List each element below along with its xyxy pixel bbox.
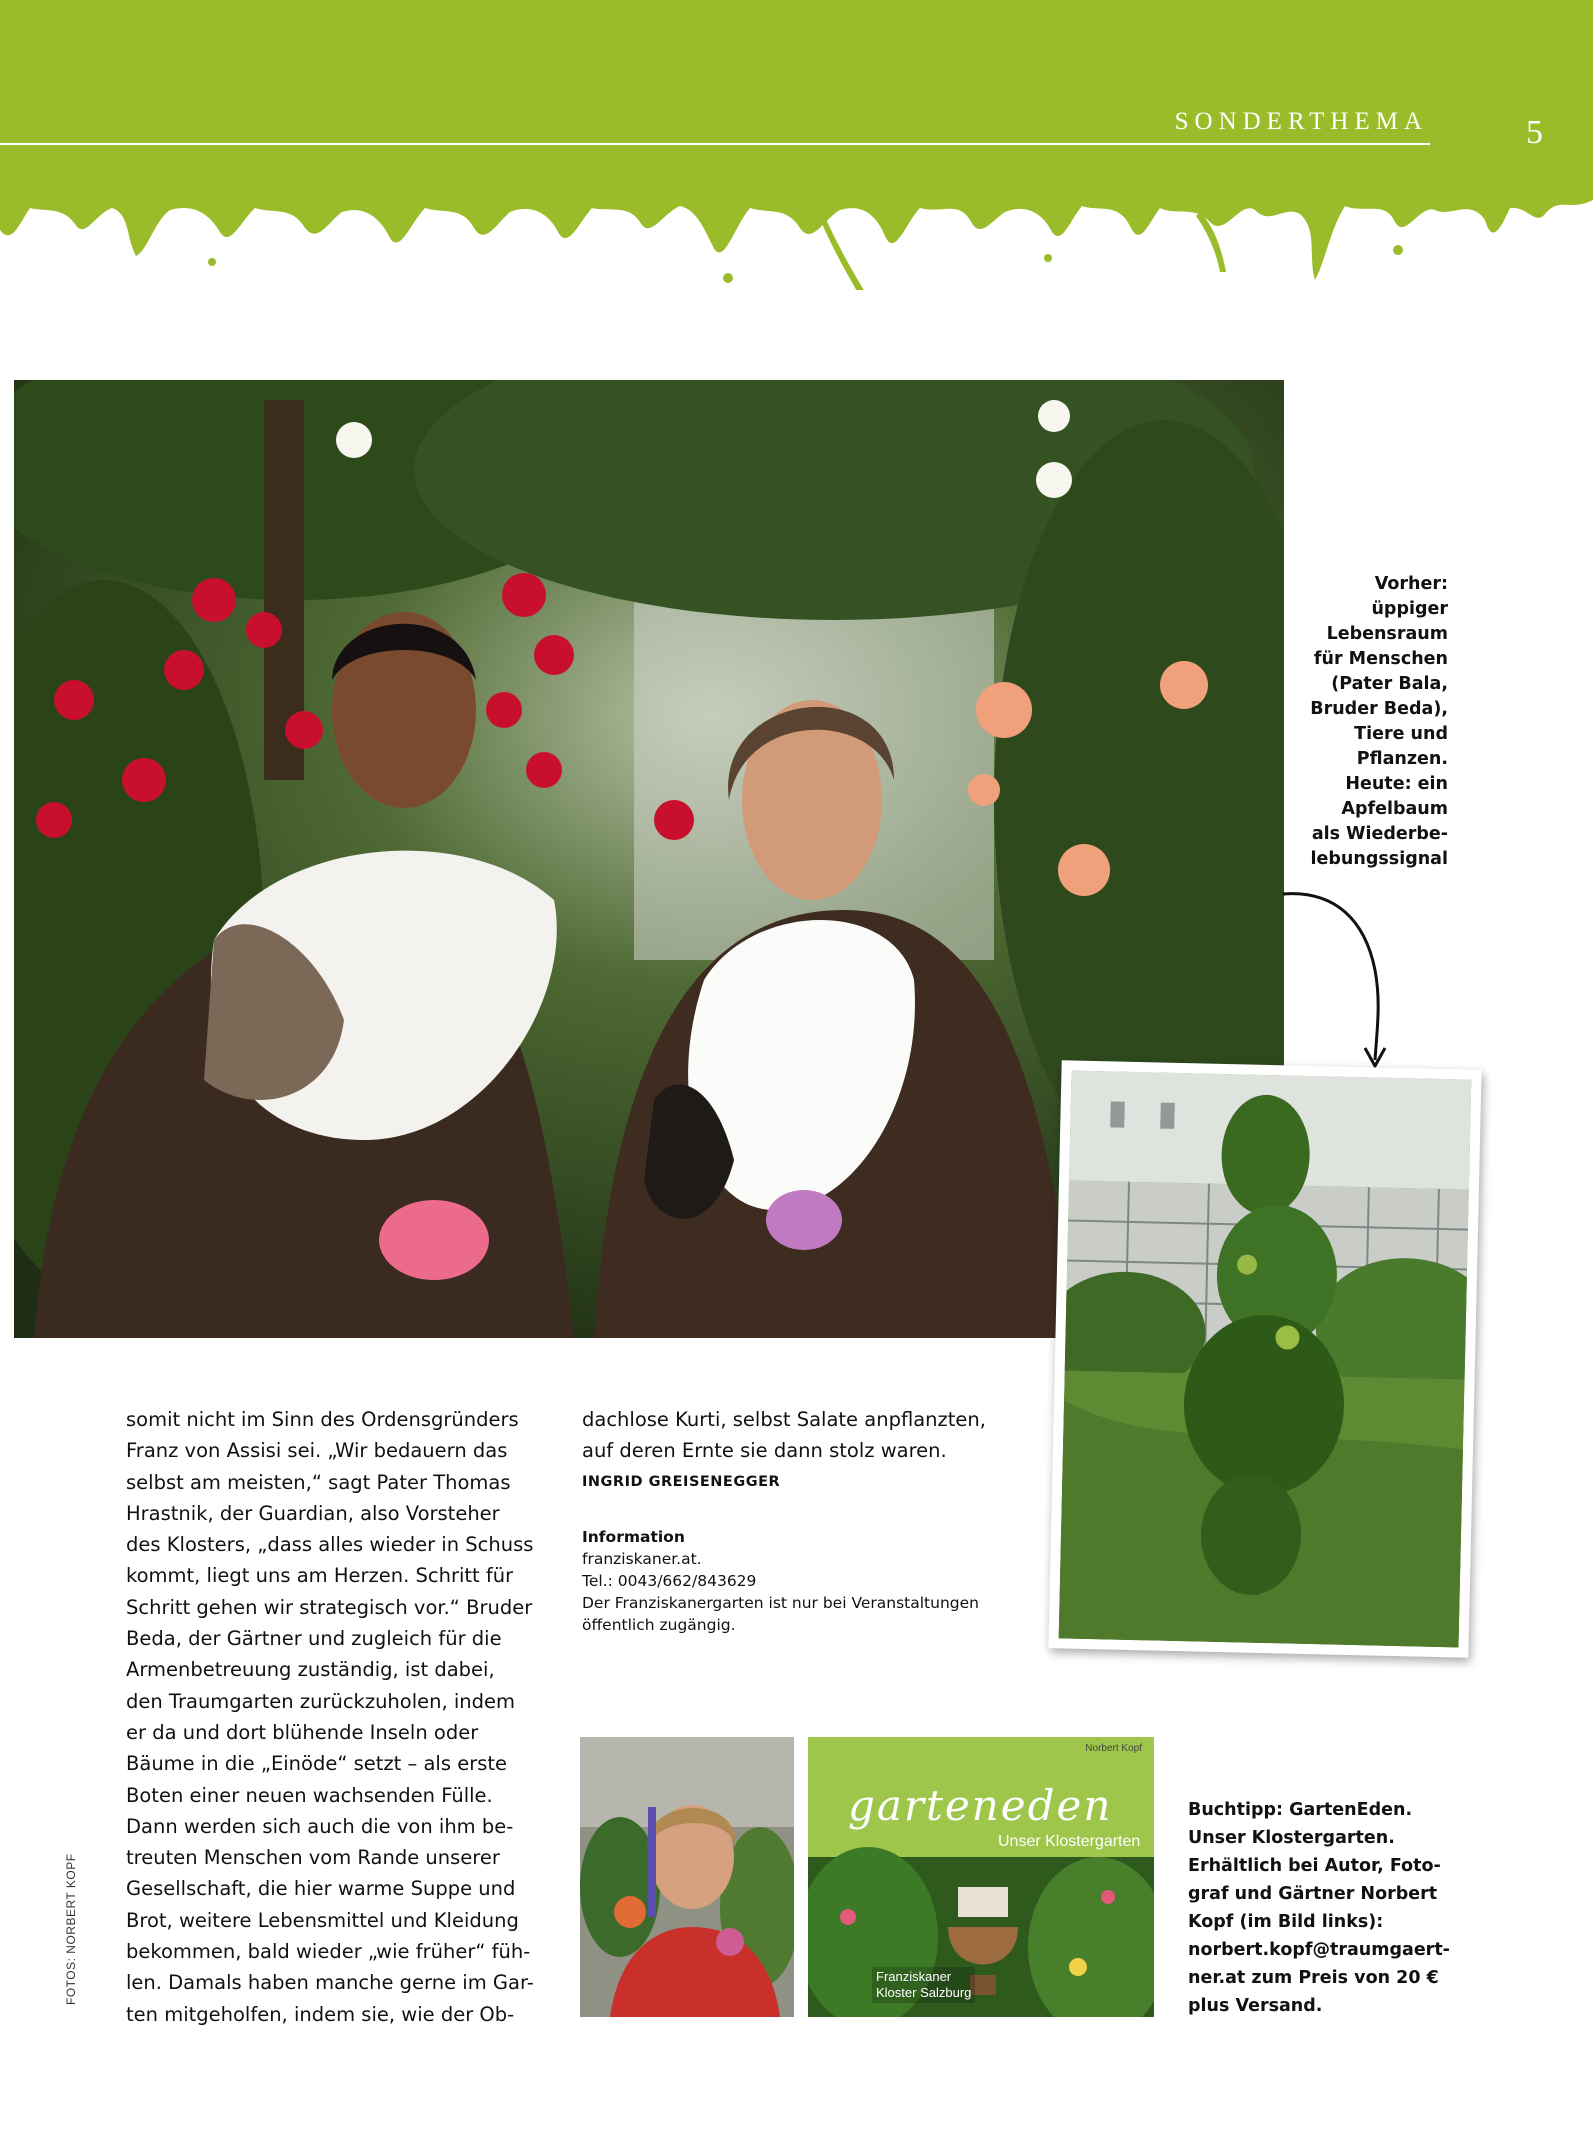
article-line: Franz von Assisi sei. „Wir bedauern das — [126, 1439, 508, 1463]
info-note: öffentlich zugängig. — [582, 1616, 736, 1634]
caption-line: Unser Klostergarten. — [1188, 1828, 1395, 1848]
caption-line: lebungssignal — [1310, 849, 1448, 869]
article-line: kommt, liegt uns am Herzen. Schritt für — [126, 1564, 514, 1588]
info-note: Der Franziskanergarten ist nur bei Veranstaltungen — [582, 1594, 979, 1612]
article-line: den Traumgarten zurückzuholen, indem — [126, 1689, 516, 1713]
book-title: garteneden — [848, 1781, 1113, 1830]
norbert-kopf-portrait — [580, 1737, 794, 2017]
caption-line: (Pater Bala, — [1331, 674, 1448, 694]
article-author: INGRID GREISENEGGER — [582, 1473, 781, 1490]
caption-line: Erhältlich bei Autor, Foto- — [1188, 1856, 1441, 1876]
caption-line: Kopf (im Bild links): — [1188, 1912, 1384, 1932]
article-line: er da und dort blühende Inseln oder — [126, 1720, 479, 1744]
caption-line: norbert.kopf@traumgaert- — [1188, 1940, 1450, 1960]
caption-line: plus Versand. — [1188, 1996, 1323, 2016]
article-line: Hrastnik, der Guardian, also Vorsteher — [126, 1501, 500, 1525]
page-header — [0, 0, 1593, 290]
article-line: Beda, der Gärtner und zugleich für die — [126, 1627, 502, 1651]
caption-line: Tiere und — [1354, 724, 1448, 744]
book-author: Norbert Kopf — [1085, 1743, 1142, 1754]
article-line: Dann werden sich auch die von ihm be- — [126, 1814, 514, 1838]
article-line: Boten einer neuen wachsenden Fülle. — [126, 1783, 493, 1807]
caption-line: Heute: ein — [1345, 774, 1448, 794]
green-brush-banner — [0, 0, 1593, 290]
book-publisher — [872, 1967, 975, 2003]
section-label: SONDERTHEMA — [1174, 108, 1428, 135]
article-column-left — [126, 1404, 536, 2030]
apple-tree-photo — [1048, 1060, 1481, 1657]
article-line: des Klosters, „dass alles wieder in Schuss — [126, 1533, 534, 1557]
caption-line: ner.at zum Preis von 20 € — [1188, 1968, 1439, 1988]
photo-credit: FOTOS: NORBERT KOPF — [64, 1853, 78, 2005]
book-subtitle: Unser Klostergarten — [998, 1833, 1141, 1850]
article-line: Schritt gehen wir strategisch vor.“ Bruder — [126, 1595, 533, 1619]
article-line: dachlose Kurti, selbst Salate anpflanzten, — [582, 1408, 986, 1431]
info-website-link[interactable]: franziskaner.at. — [582, 1550, 702, 1568]
caption-line: Bruder Beda), — [1310, 699, 1448, 719]
info-title: Information — [582, 1528, 685, 1546]
caption-line: Buchtipp: GartenEden. — [1188, 1800, 1413, 1820]
article-line: Armenbetreuung zuständig, ist dabei, — [126, 1658, 495, 1682]
info-phone: Tel.: 0043/662/843629 — [582, 1572, 757, 1590]
curved-arrow-icon — [1275, 880, 1395, 1080]
article-line: treuten Menschen vom Rande unserer — [126, 1846, 500, 1870]
article-line: auf deren Ernte sie dann stolz waren. — [582, 1439, 947, 1463]
article-line: Gesellschaft, die hier warme Suppe und — [126, 1877, 516, 1901]
caption-before — [1270, 572, 1448, 872]
article-line: Bäume in die „Einöde“ setzt – als erste — [126, 1752, 508, 1776]
caption-line: für Menschen — [1313, 649, 1448, 669]
article-line: len. Damals haben manche gerne im Gar- — [126, 1971, 534, 1995]
caption-line: graf und Gärtner Norbert — [1188, 1884, 1438, 1904]
caption-line: als Wiederbe- — [1311, 824, 1448, 844]
article-column-right — [582, 1404, 1002, 1498]
article-line: bekommen, bald wieder „wie früher“ füh- — [126, 1940, 531, 1964]
caption-line: üppiger — [1371, 599, 1448, 619]
article-line: selbst am meisten,“ sagt Pater Thomas — [126, 1470, 511, 1494]
book-publisher-line: Kloster Salzburg — [876, 1985, 972, 2000]
book-publisher-line: Franziskaner — [876, 1969, 952, 1984]
information-box — [582, 1526, 1022, 1636]
caption-line: Vorher: — [1374, 574, 1448, 594]
article-line: somit nicht im Sinn des Ordensgründers — [126, 1408, 519, 1431]
caption-line: Pflanzen. — [1356, 749, 1448, 769]
caption-line: Apfelbaum — [1341, 799, 1448, 819]
caption-line: Lebensraum — [1326, 624, 1448, 644]
caption-book-tip — [1188, 1796, 1488, 2020]
header-rule — [0, 143, 1430, 145]
article-line: ten mitgeholfen, indem sie, wie der Ob- — [126, 2002, 515, 2026]
book-cover-garteneden — [808, 1737, 1154, 2017]
page-number: 5 — [1526, 114, 1543, 151]
article-line: Brot, weitere Lebensmittel und Kleidung — [126, 1908, 519, 1932]
